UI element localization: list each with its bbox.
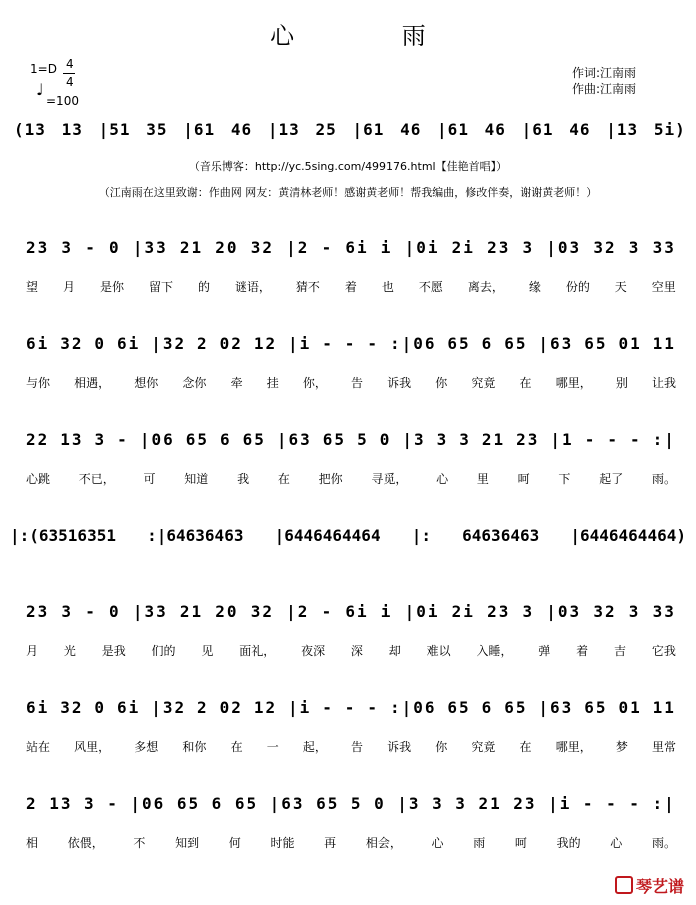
lyric: 里 — [476, 472, 489, 486]
lyric: 牵 — [230, 376, 243, 390]
lyric: 入睡， — [476, 644, 513, 658]
note-group: 6i — [116, 333, 141, 353]
lyric: 可 — [143, 472, 156, 486]
lyric: 谜语， — [234, 280, 271, 294]
lyric: 雨。 — [651, 472, 676, 486]
lyrics-line-2 — [26, 374, 676, 391]
note-group: - — [117, 429, 129, 449]
note-group: 5 — [357, 429, 369, 449]
note-group: 5i) — [653, 119, 686, 139]
note-group: 0 — [374, 793, 386, 813]
note-group: 02 — [219, 697, 243, 717]
lyric: 呵 — [514, 836, 527, 850]
note-group: 13 — [49, 793, 73, 813]
lyric: 知到 — [175, 836, 200, 850]
barline-token: |33 — [132, 237, 168, 257]
lyric: 空里 — [651, 280, 676, 294]
lyric: 光 — [63, 644, 76, 658]
lyric: 月 — [26, 644, 39, 658]
note-group: 46 — [230, 119, 253, 139]
lyric: 猜不 — [295, 280, 320, 294]
barline-token: :| — [652, 793, 676, 813]
note-group: 6 — [219, 429, 232, 449]
notation-line-1 — [26, 236, 676, 258]
lyric: 心 — [610, 836, 623, 850]
lyrics-line-4 — [26, 642, 676, 659]
lyric: 诉我 — [387, 376, 412, 390]
note-group: 0 — [94, 333, 107, 353]
note-group: 01 — [618, 333, 642, 353]
barline-token: |: — [411, 525, 431, 545]
lyric: 再 — [324, 836, 337, 850]
lyric: 和你 — [182, 740, 207, 754]
note-group: 23 — [487, 237, 511, 257]
note-group: 3 — [522, 237, 535, 257]
note-group: - — [606, 793, 618, 813]
lyric: 告 — [350, 740, 363, 754]
note-group: 6 — [211, 793, 224, 813]
lyric: 不愿 — [418, 280, 443, 294]
notation-line-4 — [26, 600, 676, 622]
note-group: 32 — [250, 601, 274, 621]
lyric: 天 — [614, 280, 627, 294]
note-group: - — [367, 697, 380, 717]
lyric: 呵 — [517, 472, 530, 486]
note-group: 01 — [618, 697, 642, 717]
note-group: 65 — [316, 793, 340, 813]
lyric: 见 — [201, 644, 214, 658]
lyrics-line-5 — [26, 738, 676, 755]
lyric: 你， — [302, 376, 327, 390]
lyric: 哪里， — [555, 740, 592, 754]
lyric: 把你 — [318, 472, 343, 486]
lyric: 望 — [26, 280, 39, 294]
note-group: 21 — [179, 237, 204, 257]
lyric: 相 — [26, 836, 39, 850]
notation-line-3 — [26, 428, 676, 450]
note-group: 6 — [481, 333, 494, 353]
barline-token: |06 — [130, 793, 166, 813]
lyric: 知道 — [184, 472, 209, 486]
note-group: 65 — [242, 429, 266, 449]
time-signature-bottom: 4 — [66, 75, 74, 89]
lyric: 雨。 — [651, 836, 676, 850]
note-group: 20 — [215, 237, 239, 257]
note-group: 32 — [593, 601, 617, 621]
note-group: 32 — [60, 697, 84, 717]
note-group: 3 — [522, 601, 535, 621]
barline-token: |i — [548, 793, 572, 813]
note-group: 65 — [185, 429, 209, 449]
barline-token: |61 — [352, 119, 385, 139]
barline-token: |6446464464 — [274, 525, 381, 545]
notation-interlude — [10, 524, 686, 546]
lyric: 你 — [435, 740, 448, 754]
barline-token: :| — [652, 429, 676, 449]
lyric: 面礼， — [239, 644, 276, 658]
lyric: 月 — [62, 280, 75, 294]
note-group: 46 — [569, 119, 591, 139]
notation-intro — [14, 118, 686, 140]
note-group: 3 — [61, 601, 74, 621]
barline-token: |i — [288, 697, 312, 717]
lyrics-line-3 — [26, 470, 676, 487]
note-group: 6 — [481, 697, 494, 717]
page-title: 心 雨 — [270, 22, 476, 50]
note-group: 02 — [219, 333, 243, 353]
barline-token: :|64636463 — [147, 525, 244, 545]
lyric: 的 — [197, 280, 210, 294]
barline-token: |13 — [606, 119, 639, 139]
quarter-note-icon: ♩ — [36, 80, 44, 99]
lyric: 别 — [615, 376, 628, 390]
note-group: - — [629, 793, 641, 813]
note-group: - — [344, 333, 357, 353]
note-group: i — [380, 237, 393, 257]
barline-token: |6446464464) — [570, 525, 686, 545]
lyric: 起， — [302, 740, 327, 754]
note-group: - — [367, 333, 380, 353]
note-group: 21 — [481, 429, 506, 449]
lyric: 想你 — [134, 376, 159, 390]
lyric: 夜深 — [301, 644, 326, 658]
lyricist: 作词:江南雨 — [572, 66, 637, 80]
barline-token: :|06 — [389, 697, 437, 717]
note-group: 6i — [26, 697, 50, 717]
note-group: 35 — [146, 119, 168, 139]
note-group: 65 — [584, 333, 608, 353]
barline-token: |03 — [546, 601, 582, 621]
note-group: 23 — [513, 793, 537, 813]
note-group: 5 — [350, 793, 363, 813]
barline-token: |03 — [546, 237, 582, 257]
lyric: 下 — [558, 472, 571, 486]
note-group: 22 — [26, 429, 50, 449]
tempo: =100 — [46, 94, 79, 108]
lyric: 们的 — [151, 644, 176, 658]
note-group: 3 — [61, 237, 74, 257]
barline-token: |2 — [286, 601, 310, 621]
note-group: - — [607, 429, 619, 449]
lyric: 究竟 — [471, 740, 496, 754]
lyrics-line-1 — [26, 278, 676, 295]
note-group: 6i — [116, 697, 141, 717]
lyric: 何 — [228, 836, 241, 850]
thanks-note: （江南雨在这里致谢：作曲网 网友：黄清林老师！感谢黄老师！帮我编曲，修改伴奏，谢谢黄老师！） — [98, 186, 598, 199]
note-group: 23 — [516, 429, 540, 449]
barline-token: |61 — [437, 119, 469, 139]
note-group: 65 — [447, 333, 471, 353]
note-group: - — [322, 333, 334, 353]
lyric: 时能 — [270, 836, 295, 850]
lyric: 里常 — [651, 740, 676, 754]
note-group: 32 — [250, 237, 274, 257]
lyric: 我 — [237, 472, 250, 486]
lyric: 相遇， — [74, 376, 111, 390]
barline-token: |:(63516351 — [10, 525, 116, 545]
lyric: 不 — [133, 836, 146, 850]
note-group: 3 — [628, 601, 641, 621]
barline-token: |2 — [286, 237, 310, 257]
notation-line-2 — [26, 332, 676, 354]
note-group: - — [582, 793, 595, 813]
lyric: 心 — [431, 836, 444, 850]
barline-token: |63 — [538, 697, 574, 717]
lyric: 心 — [436, 472, 449, 486]
note-group: 6i — [345, 237, 369, 257]
barline-token: |51 — [98, 119, 131, 139]
lyric: 诉我 — [387, 740, 412, 754]
note-group: - — [85, 237, 97, 257]
note-group: - — [629, 429, 642, 449]
lyric: 离去， — [467, 280, 504, 294]
barline-token: |i — [288, 333, 312, 353]
lyric: 着 — [344, 280, 357, 294]
note-group: 13 — [60, 429, 84, 449]
lyric: 是我 — [101, 644, 126, 658]
barline-token: |33 — [132, 601, 168, 621]
note-group: 13 — [61, 119, 83, 139]
notation-line-6 — [26, 792, 676, 814]
note-group: 33 — [652, 601, 676, 621]
note-group: 46 — [400, 119, 422, 139]
note-group: 65 — [447, 697, 471, 717]
note-group: - — [322, 697, 334, 717]
note-group: 3 — [94, 429, 107, 449]
note-group: 0 — [109, 237, 121, 257]
barline-token: |1 — [550, 429, 574, 449]
note-group: 65 — [176, 793, 201, 813]
note-group: 2 — [197, 333, 209, 353]
barline-token: |32 — [151, 697, 187, 717]
site-logo: 琴艺谱 — [615, 874, 684, 897]
note-group: 6i — [26, 333, 50, 353]
barline-token: |32 — [151, 333, 187, 353]
lyric: 挂 — [266, 376, 279, 390]
note-group: 3 — [432, 793, 444, 813]
note-group: 64636463 — [462, 525, 540, 545]
barline-token: |61 — [521, 119, 554, 139]
lyric: 起了 — [599, 472, 624, 486]
note-group: - — [321, 237, 334, 257]
lyric: 雨 — [473, 836, 486, 850]
note-group: 33 — [652, 237, 676, 257]
barline-token: |3 — [402, 429, 426, 449]
barline-token: |63 — [276, 429, 312, 449]
note-group: 11 — [652, 697, 676, 717]
barline-token: |0i — [404, 237, 440, 257]
note-group: 65 — [504, 697, 528, 717]
note-group: 6i — [345, 601, 369, 621]
lyric: 一 — [266, 740, 279, 754]
lyric: 着 — [576, 644, 589, 658]
barline-token: |0i — [404, 601, 440, 621]
note-group: 12 — [253, 697, 278, 717]
lyrics-line-6 — [26, 834, 676, 851]
note-group: 2i — [451, 237, 475, 257]
lyric: 在 — [230, 740, 243, 754]
lyric: 风里， — [74, 740, 111, 754]
lyric: 在 — [519, 740, 532, 754]
note-group: 20 — [215, 601, 239, 621]
note-group: - — [85, 601, 97, 621]
note-group: - — [584, 429, 597, 449]
lyric: 份的 — [565, 280, 590, 294]
lyric: 在 — [277, 472, 290, 486]
lyric: 是你 — [99, 280, 124, 294]
time-signature-top: 4 — [66, 57, 74, 71]
lyric: 却 — [388, 644, 401, 658]
lyric: 我的 — [556, 836, 581, 850]
lyric: 告 — [350, 376, 363, 390]
lyric: 难以 — [426, 644, 451, 658]
note-group: 65 — [322, 429, 347, 449]
lyric: 与你 — [26, 376, 51, 390]
note-group: 23 — [487, 601, 511, 621]
note-group: 65 — [584, 697, 608, 717]
lyric: 寻觅， — [371, 472, 408, 486]
note-group: 2i — [451, 601, 475, 621]
note-group: (13 — [14, 119, 46, 139]
lyric: 哪里， — [555, 376, 592, 390]
note-group: 0 — [94, 697, 107, 717]
lyric: 相会， — [365, 836, 402, 850]
note-group: i — [380, 601, 393, 621]
note-group: 0 — [109, 601, 121, 621]
logo-icon — [615, 876, 633, 894]
blog-note: （音乐博客：http://yc.5sing.com/499176.html【佳艳首唱】） — [188, 160, 508, 173]
lyric: 吉 — [613, 644, 626, 658]
barline-token: |06 — [139, 429, 175, 449]
note-group: 2 — [197, 697, 209, 717]
note-group: 3 — [84, 793, 96, 813]
note-group: 0 — [379, 429, 392, 449]
note-group: 25 — [315, 119, 337, 139]
lyric: 它我 — [651, 644, 676, 658]
lyric: 梦 — [615, 740, 628, 754]
note-group: 46 — [484, 119, 506, 139]
note-group: 3 — [436, 429, 449, 449]
note-group: 3 — [628, 237, 641, 257]
lyric: 站在 — [26, 740, 51, 754]
barline-token: |3 — [397, 793, 421, 813]
note-group: 3 — [455, 793, 467, 813]
lyric: 你 — [435, 376, 448, 390]
lyric: 多想 — [134, 740, 159, 754]
lyric: 也 — [381, 280, 394, 294]
lyric: 念你 — [182, 376, 207, 390]
lyric: 弹 — [538, 644, 551, 658]
note-group: 2 — [26, 793, 38, 813]
note-group: 21 — [478, 793, 502, 813]
note-group: 23 — [26, 601, 50, 621]
lyric: 缘 — [528, 280, 541, 294]
note-group: 3 — [459, 429, 471, 449]
barline-token: |63 — [269, 793, 305, 813]
lyric: 在 — [519, 376, 532, 390]
barline-token: :|06 — [389, 333, 437, 353]
notation-line-5 — [26, 696, 676, 718]
note-group: - — [344, 697, 357, 717]
composer: 作曲:江南雨 — [572, 82, 637, 96]
lyric: 深 — [350, 644, 363, 658]
note-group: 21 — [179, 601, 204, 621]
note-group: 12 — [253, 333, 278, 353]
time-signature-divider — [63, 73, 75, 74]
lyric: 留下 — [148, 280, 173, 294]
note-group: 11 — [652, 333, 676, 353]
note-group: - — [321, 601, 334, 621]
lyric: 心跳 — [26, 472, 51, 486]
note-group: 65 — [504, 333, 528, 353]
note-group: 32 — [60, 333, 84, 353]
note-group: 65 — [234, 793, 259, 813]
note-group: 23 — [26, 237, 50, 257]
barline-token: |61 — [183, 119, 216, 139]
lyric: 让我 — [651, 376, 676, 390]
note-group: - — [107, 793, 119, 813]
barline-token: |13 — [267, 119, 300, 139]
lyric: 究竟 — [471, 376, 496, 390]
key-signature: 1=D — [30, 62, 57, 76]
lyric: 依偎， — [67, 836, 104, 850]
lyric: 不已， — [78, 472, 115, 486]
note-group: 32 — [593, 237, 617, 257]
barline-token: |63 — [538, 333, 574, 353]
